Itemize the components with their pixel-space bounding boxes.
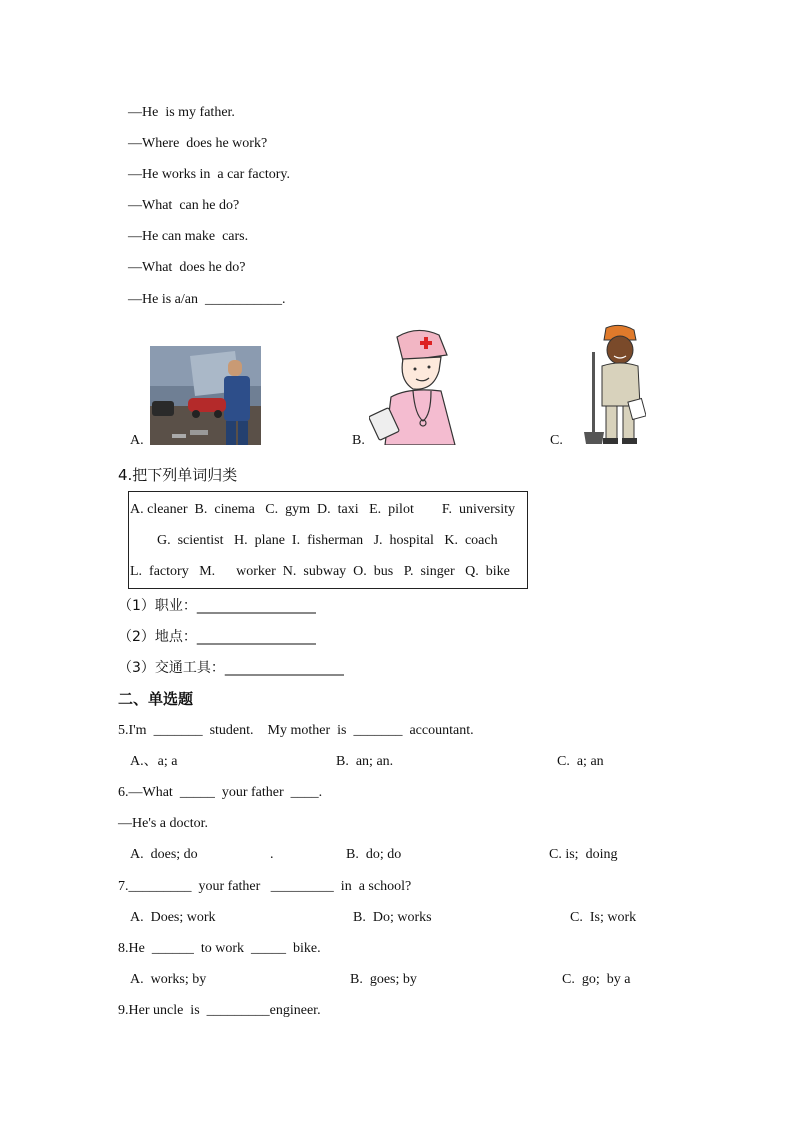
dialogue-line-2: —Where does he work? [128, 136, 268, 151]
doctor-picture [369, 325, 459, 445]
dialogue-line-3: —He works in a car factory. [128, 167, 290, 182]
q7-stem: 7._________ your father _________ in a school? [118, 879, 412, 894]
q5-option-a: A.、a; a [130, 754, 178, 769]
option-b-label: B. [352, 433, 365, 448]
q6-option-b: B. do; do [346, 847, 402, 862]
word-row-2: G. scientist H. plane I. fisherman J. hospital K. coach [157, 533, 498, 548]
option-c-label: C. [550, 433, 563, 448]
option-a-label: A. [130, 433, 144, 448]
q6-option-a: A. does; do [130, 847, 198, 862]
q5-option-b: B. an; an. [336, 754, 394, 769]
word-row-3: L. factory M. worker N. subway O. bus P. singer Q. bike [130, 564, 510, 579]
q8-stem: 8.He ______ to work _____ bike. [118, 941, 321, 956]
category-occupation: （1）职业：_________________ [118, 598, 316, 614]
section2-title: 二、单选题 [118, 690, 194, 708]
q8-option-c: C. go; by a [562, 972, 631, 987]
dialogue-line-1: —He is my father. [128, 105, 235, 120]
dialogue-line-6: —What does he do? [128, 260, 246, 275]
category-transport: （3）交通工具：_________________ [118, 660, 344, 676]
q6-option-c: C. is; doing [549, 847, 618, 862]
q9-stem: 9.Her uncle is _________engineer. [118, 1003, 321, 1018]
q6-stem: 6.—What _____ your father ____. [118, 785, 323, 800]
q4-title: 4.把下列单词归类 [118, 466, 238, 484]
q5-stem: 5.I'm _______ student. My mother is _______ accountant. [118, 723, 474, 738]
word-row-1: A. cleaner B. cinema C. gym D. taxi E. pilot F. university [130, 502, 515, 517]
mechanic-picture [150, 346, 261, 445]
dialogue-line-5: —He can make cars. [128, 229, 249, 244]
q7-option-c: C. Is; work [570, 910, 637, 925]
dialogue-line-7: —He is a/an ___________. [128, 292, 286, 307]
q5-option-c: C. a; an [557, 754, 604, 769]
dialogue-line-4: —What can he do? [128, 198, 240, 213]
cleaner-picture [580, 322, 646, 446]
q7-option-a: A. Does; work [130, 910, 216, 925]
q8-option-a: A. works; by [130, 972, 207, 987]
q6-stray-dot: . [270, 847, 274, 862]
q6-answer-line: —He's a doctor. [118, 816, 209, 831]
q8-option-b: B. goes; by [350, 972, 417, 987]
category-place: （2）地点：_________________ [118, 629, 316, 645]
q7-option-b: B. Do; works [353, 910, 432, 925]
